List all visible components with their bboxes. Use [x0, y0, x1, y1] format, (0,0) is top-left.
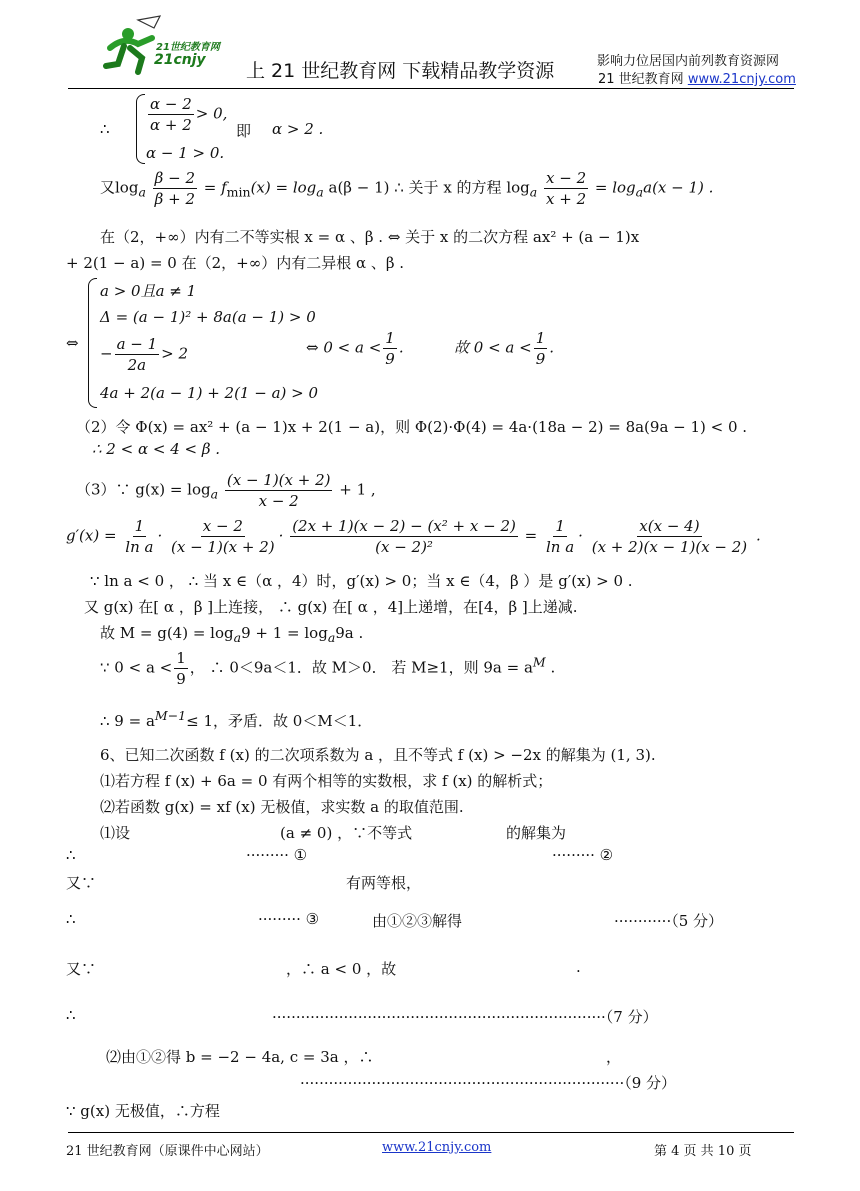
sol-4c: 由①②③解得	[372, 912, 463, 930]
header-link[interactable]: www.21cnjy.com	[687, 72, 796, 87]
gp-f4n: 1	[555, 517, 565, 535]
sol-5c: .	[576, 958, 581, 976]
sol-9: ∵ g(x) 无极值，∴方程	[66, 1102, 220, 1120]
header-center-title: 上 21 世纪教育网 下载精品教学资源	[246, 60, 555, 82]
gp-eq: =	[524, 526, 538, 545]
cond-1-tail: > 0,	[195, 104, 228, 123]
cond-1-den: α + 2	[150, 116, 192, 134]
sys3-den: 2a	[127, 356, 147, 374]
sol-6b: ······································································（7 分）	[272, 1008, 658, 1026]
p3-num: (x − 1)(x + 2)	[226, 471, 331, 489]
lM-a: 故 M = g(4) = log	[100, 624, 234, 642]
since-end: .	[550, 658, 556, 677]
l2-min: min	[226, 184, 251, 200]
sol-3b: 有两等根，	[346, 874, 422, 892]
sol-8: ····································································（9 分）	[300, 1074, 677, 1092]
sol-4d: ············（5 分）	[614, 912, 724, 930]
footer-rule	[68, 1132, 794, 1133]
sys-conclusion	[454, 328, 554, 369]
line-log	[100, 168, 713, 209]
l2-sub2: a	[316, 184, 324, 200]
l2-sub: a	[138, 184, 146, 200]
question-6: 6、已知二次函数 f (x) 的二次项系数为 a ，且不等式 f (x) > −2x 的解集为 (1, 3).	[100, 746, 656, 764]
lM-sub2: a	[327, 630, 336, 645]
sys3-pre: −	[100, 344, 113, 363]
sol-1a: ⑴设	[100, 824, 131, 842]
sol-2c: ········· ②	[552, 846, 614, 864]
since-b: ， ∴ 0＜9a＜1．故 M＞0． 若 M≥1，则 9a = a	[189, 658, 533, 677]
sol-2a: ∴	[66, 846, 76, 864]
sys-mid: ⇔ 0 < a <	[306, 338, 382, 357]
sys-gu-tail: .	[549, 338, 555, 357]
footer-page: 第 4 页 共 10 页	[654, 1144, 752, 1159]
footer-left: 21 世纪教育网（原课件中心网站）	[66, 1144, 269, 1159]
therefore-1: ∴	[100, 120, 110, 138]
l2-e: = log	[594, 178, 636, 197]
logo	[98, 14, 228, 78]
sol-7b: ，	[606, 1048, 622, 1066]
l2-den2: x + 2	[546, 190, 587, 208]
sol-6a: ∴	[66, 1006, 76, 1024]
sys-mid-tail: .	[398, 338, 404, 357]
l2-den: β + 2	[154, 190, 195, 208]
since-num: 1	[176, 649, 186, 667]
header-rule	[68, 88, 794, 89]
line-ln: ∵ ln a < 0 ， ∴ 当 x ∈（α ，4）时，g′(x) > 0；当 x ∈（4，β ）是 g′(x) > 0 .	[90, 572, 633, 590]
header-right-line1: 影响力位居国内前列教育资源网	[597, 54, 780, 69]
l2-sub4: a	[635, 184, 644, 200]
sys-gu-num: 1	[535, 329, 546, 347]
logo-sub: 21cnjy	[154, 52, 206, 68]
since-a: ∵ 0 < a <	[100, 658, 173, 677]
system-brace-1	[136, 94, 145, 164]
l2-num: β − 2	[154, 169, 195, 187]
sys-result	[306, 328, 404, 369]
sol-2b: ········· ①	[246, 846, 308, 864]
sol-5a: 又∵	[66, 960, 97, 978]
l2-f: a(x − 1) .	[643, 178, 714, 197]
contr-a: ∴ 9 = a	[100, 712, 155, 730]
l2-num2: x − 2	[546, 169, 587, 187]
sys-frac-num: 1	[385, 329, 395, 347]
l2-sub3: a	[529, 184, 538, 200]
gp-a: g′(x) =	[66, 526, 117, 545]
question-6-1: ⑴若方程 f (x) + 6a = 0 有两个相等的实数根，求 f (x) 的解析式；	[100, 772, 553, 790]
line-3: 在（2，+∞）内有二不等实根 x = α 、β . ⇔ 关于 x 的二次方程 ax² + (a − 1)x	[100, 228, 640, 246]
gp-f4d: ln a	[546, 538, 575, 556]
line-4: + 2(1 − a) = 0 在（2，+∞）内有二异根 α 、β .	[66, 254, 405, 272]
l2-d: a(β − 1) ∴ 关于 x 的方程 log	[328, 178, 530, 197]
sol-1b: (a ≠ 0) ，∵不等式	[280, 824, 413, 842]
cond-1	[146, 94, 227, 135]
gp-f2n: x − 2	[202, 517, 243, 535]
ji-text: 即	[236, 122, 252, 140]
line-cont: 又 g(x) 在[ α ，β ]上连接， ∴ g(x) 在[ α ，4]上递增，在[4，β ]上递减.	[84, 598, 578, 616]
sys-frac-den: 9	[385, 350, 395, 368]
l2-a: 又log	[100, 178, 139, 197]
question-6-2: ⑵若函数 g(x) = xf (x) 无极值，求实数 a 的取值范围.	[100, 798, 464, 816]
l2-c: (x) = log	[250, 178, 317, 197]
p3-den: x − 2	[258, 492, 299, 510]
gp-f5d: (x + 2)(x − 1)(x − 2)	[591, 538, 748, 556]
cond-1-num: α − 2	[150, 95, 192, 113]
equiv-lead: ⇔	[66, 334, 79, 352]
line-M	[100, 622, 363, 645]
sys3-num: a − 1	[116, 335, 158, 353]
sol-4b: ········· ③	[258, 910, 320, 928]
sol-5b: ，∴ a < 0 ，故	[286, 960, 397, 978]
header-right-prefix: 21 世纪教育网	[598, 72, 688, 87]
sol-3a: 又∵	[66, 874, 97, 892]
gprime-line: g′(x) = $\frac{1}{\text{ln a}}$ · $\frac{x - 2}{(x - 1)(x + 2)}$ · $\frac{\text{(2x + 1)(x − 2) − (x² + x − 2)}}{\text{(x − 2)²}}$ = $\frac{1}{\text{ln a}}$ · $\frac{x(x - 4)}{(x + 2)(x - 1)(x - 2)}$ .	[66, 517, 761, 556]
sys-cond-1: a > 0且a ≠ 1	[100, 282, 197, 300]
l2-b: = f	[203, 178, 227, 197]
sol-4a: ∴	[66, 910, 76, 928]
sys-gu: 故 0 < a <	[454, 338, 532, 357]
line-since	[100, 648, 555, 689]
p3-sub: a	[210, 486, 219, 502]
logo-title: 21世纪教育网	[156, 42, 220, 53]
lM-sub: a	[233, 630, 242, 645]
part2b: ∴ 2 < α < 4 < β .	[92, 440, 221, 458]
gp-f1n: 1	[134, 517, 145, 535]
contr-b: ≤ 1，矛盾．故 0＜M＜1．	[186, 712, 373, 730]
gp-end: .	[755, 526, 761, 545]
p3-a: （3）∵ g(x) = log	[76, 480, 211, 499]
sol-7a: ⑵由①②得 b = −2 − 4a, c = 3a ，∴	[106, 1048, 374, 1066]
sys-cond-3	[100, 334, 188, 375]
line-contradiction	[100, 708, 372, 731]
part2: （2）令 Φ(x) = ax² + (a − 1)x + 2(1 − a)，则 Φ(2)·Φ(4) = 4a·(18a − 2) = 8a(9a − 1) < 0 .	[76, 418, 748, 436]
sys-gu-den: 9	[535, 350, 546, 368]
gp-f5n: x(x − 4)	[639, 517, 700, 535]
sys3-tail: > 2	[161, 344, 189, 363]
gp-f3n: (2x + 1)(x − 2) − (x² + x − 2)	[292, 517, 516, 535]
header-right-line2	[598, 68, 796, 87]
footer-link[interactable]: www.21cnjy.com	[382, 1140, 492, 1155]
gp-f3d: (x − 2)²	[375, 538, 433, 556]
part3	[76, 470, 376, 511]
p3-tail: + 1 ,	[339, 480, 376, 499]
gp-f1d: ln a	[125, 538, 154, 556]
cond-2: α − 1 > 0.	[146, 144, 225, 162]
contr-sup: M−1	[154, 708, 187, 723]
sol-1c: 的解集为	[506, 824, 567, 842]
sys-cond-4: 4a + 2(a − 1) + 2(1 − a) > 0	[100, 384, 319, 402]
since-den: 9	[176, 670, 186, 688]
lM-b: 9 + 1 = log	[241, 624, 328, 642]
since-sup: M	[532, 654, 546, 670]
gp-f2d: (x − 1)(x + 2)	[171, 538, 275, 556]
sys-cond-2: Δ = (a − 1)² + 8a(a − 1) > 0	[100, 308, 316, 326]
lM-c: 9a .	[335, 624, 364, 642]
alpha-gt-2: α > 2 .	[272, 120, 324, 138]
system-brace-2	[88, 278, 97, 408]
